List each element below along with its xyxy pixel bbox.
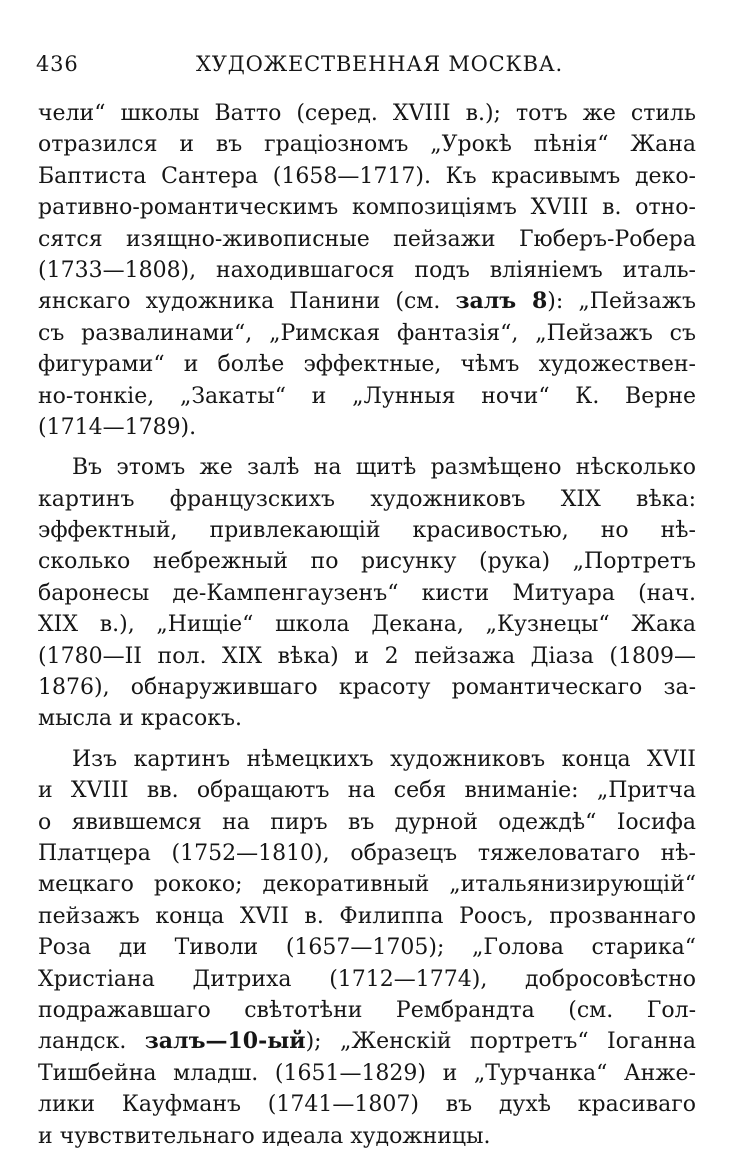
text-line — [38, 1026, 696, 1057]
text-run: ландск. — [38, 1029, 145, 1055]
text-line: картинъ французскихъ художниковъ XIX вѣка: — [38, 486, 696, 512]
text-line: (1780—II пол. XIX вѣка) и 2 пейзажа Діаза (1809— — [38, 643, 696, 669]
text-line: и чувствительнаго идеала художницы. — [38, 1123, 491, 1149]
text-line: мысла и красокъ. — [38, 706, 242, 732]
page-number: 436 — [36, 52, 79, 76]
hall-reference: залъ 8 — [455, 288, 548, 315]
text-line: 1876), обнаружившаго красоту романтическаго за- — [38, 675, 696, 701]
text-line: чели“ школы Ватто (серед. XVIII в.); тотъ же стиль — [38, 101, 696, 126]
text-run: ); „Женскій портретъ“ Іоганна — [305, 1029, 697, 1055]
page-header — [36, 52, 696, 82]
text-line: съ развалинами“, „Римская фантазія“, „Пейзажъ съ — [38, 320, 696, 346]
text-line: о явившемся на пиръ въ дурной одеждѣ“ Іосифа — [38, 809, 696, 835]
text-run: ): „Пейзажъ — [547, 289, 697, 315]
text-line: мецкаго рококо; декоративный „итальянизирующій“ — [38, 872, 696, 898]
text-line: лики Кауфманъ (1741—1807) въ духѣ красиваго — [38, 1092, 696, 1118]
text-line: Платцера (1752—1810), образецъ тяжеловатаго нѣ- — [38, 840, 696, 866]
text-line: эффектный, привлекающій красивостью, но нѣ- — [38, 518, 696, 544]
text-line: (1714—1789). — [38, 414, 197, 440]
text-line: Изъ картинъ нѣмецкихъ художниковъ конца XVII — [72, 746, 696, 772]
text-line: подражавшаго свѣтотѣни Рембрандта (см. Гол- — [38, 997, 696, 1023]
text-line — [38, 286, 696, 317]
text-line: пейзажъ конца XVII в. Филиппа Роосъ, прозваннаго — [38, 903, 696, 929]
text-line: сколько небрежный по рисунку (рука) „Портретъ — [38, 549, 696, 575]
text-line: фигурами“ и болѣе эффектные, чѣмъ художествен- — [38, 352, 696, 378]
text-run: янскаго художника Панини (см. — [38, 289, 456, 315]
text-line: и XVIII вв. обращаютъ на себя вниманіе: „Притча — [38, 778, 696, 804]
paragraph-2 — [38, 452, 696, 735]
hall-reference: залъ—10-ый — [144, 1028, 306, 1055]
text-line: но-тонкіе, „Закаты“ и „Лунныя ночи“ К. Верне — [38, 383, 696, 409]
text-line: Роза ди Тиволи (1657—1705); „Голова старика“ — [38, 935, 696, 961]
running-title: ХУДОЖЕСТВЕННАЯ МОСКВА. — [196, 52, 563, 76]
text-line: Въ этомъ же залѣ на щитѣ размѣщено нѣсколько — [72, 455, 696, 481]
text-line: XIX в.), „Нищіе“ школа Декана, „Кузнецы“ Жака — [38, 612, 696, 638]
text-line: Тишбейна младш. (1651—1829) и „Турчанка“ Анже- — [38, 1060, 696, 1086]
text-line: сятся изящно-живописные пейзажи Гюберъ-Робера — [38, 226, 696, 252]
text-line: ративно-романтическимъ композиціямъ XVIII в. отно- — [38, 195, 696, 221]
paragraph-1 — [38, 98, 696, 443]
page-body — [38, 98, 696, 1161]
text-line: Христіана Дитриха (1712—1774), добросовѣстно — [38, 966, 696, 992]
text-line: отразился и въ граціозномъ „Урокѣ пѣнія“ Жана — [38, 132, 696, 158]
text-line: баронесы де-Кампенгаузенъ“ кисти Митуара (нач. — [38, 580, 696, 606]
text-line: Баптиста Сантера (1658—1717). Къ красивымъ деко- — [38, 163, 696, 189]
text-line: (1733—1808), находившагося подъ вліяніемъ италь- — [38, 257, 696, 283]
paragraph-3 — [38, 744, 696, 1152]
